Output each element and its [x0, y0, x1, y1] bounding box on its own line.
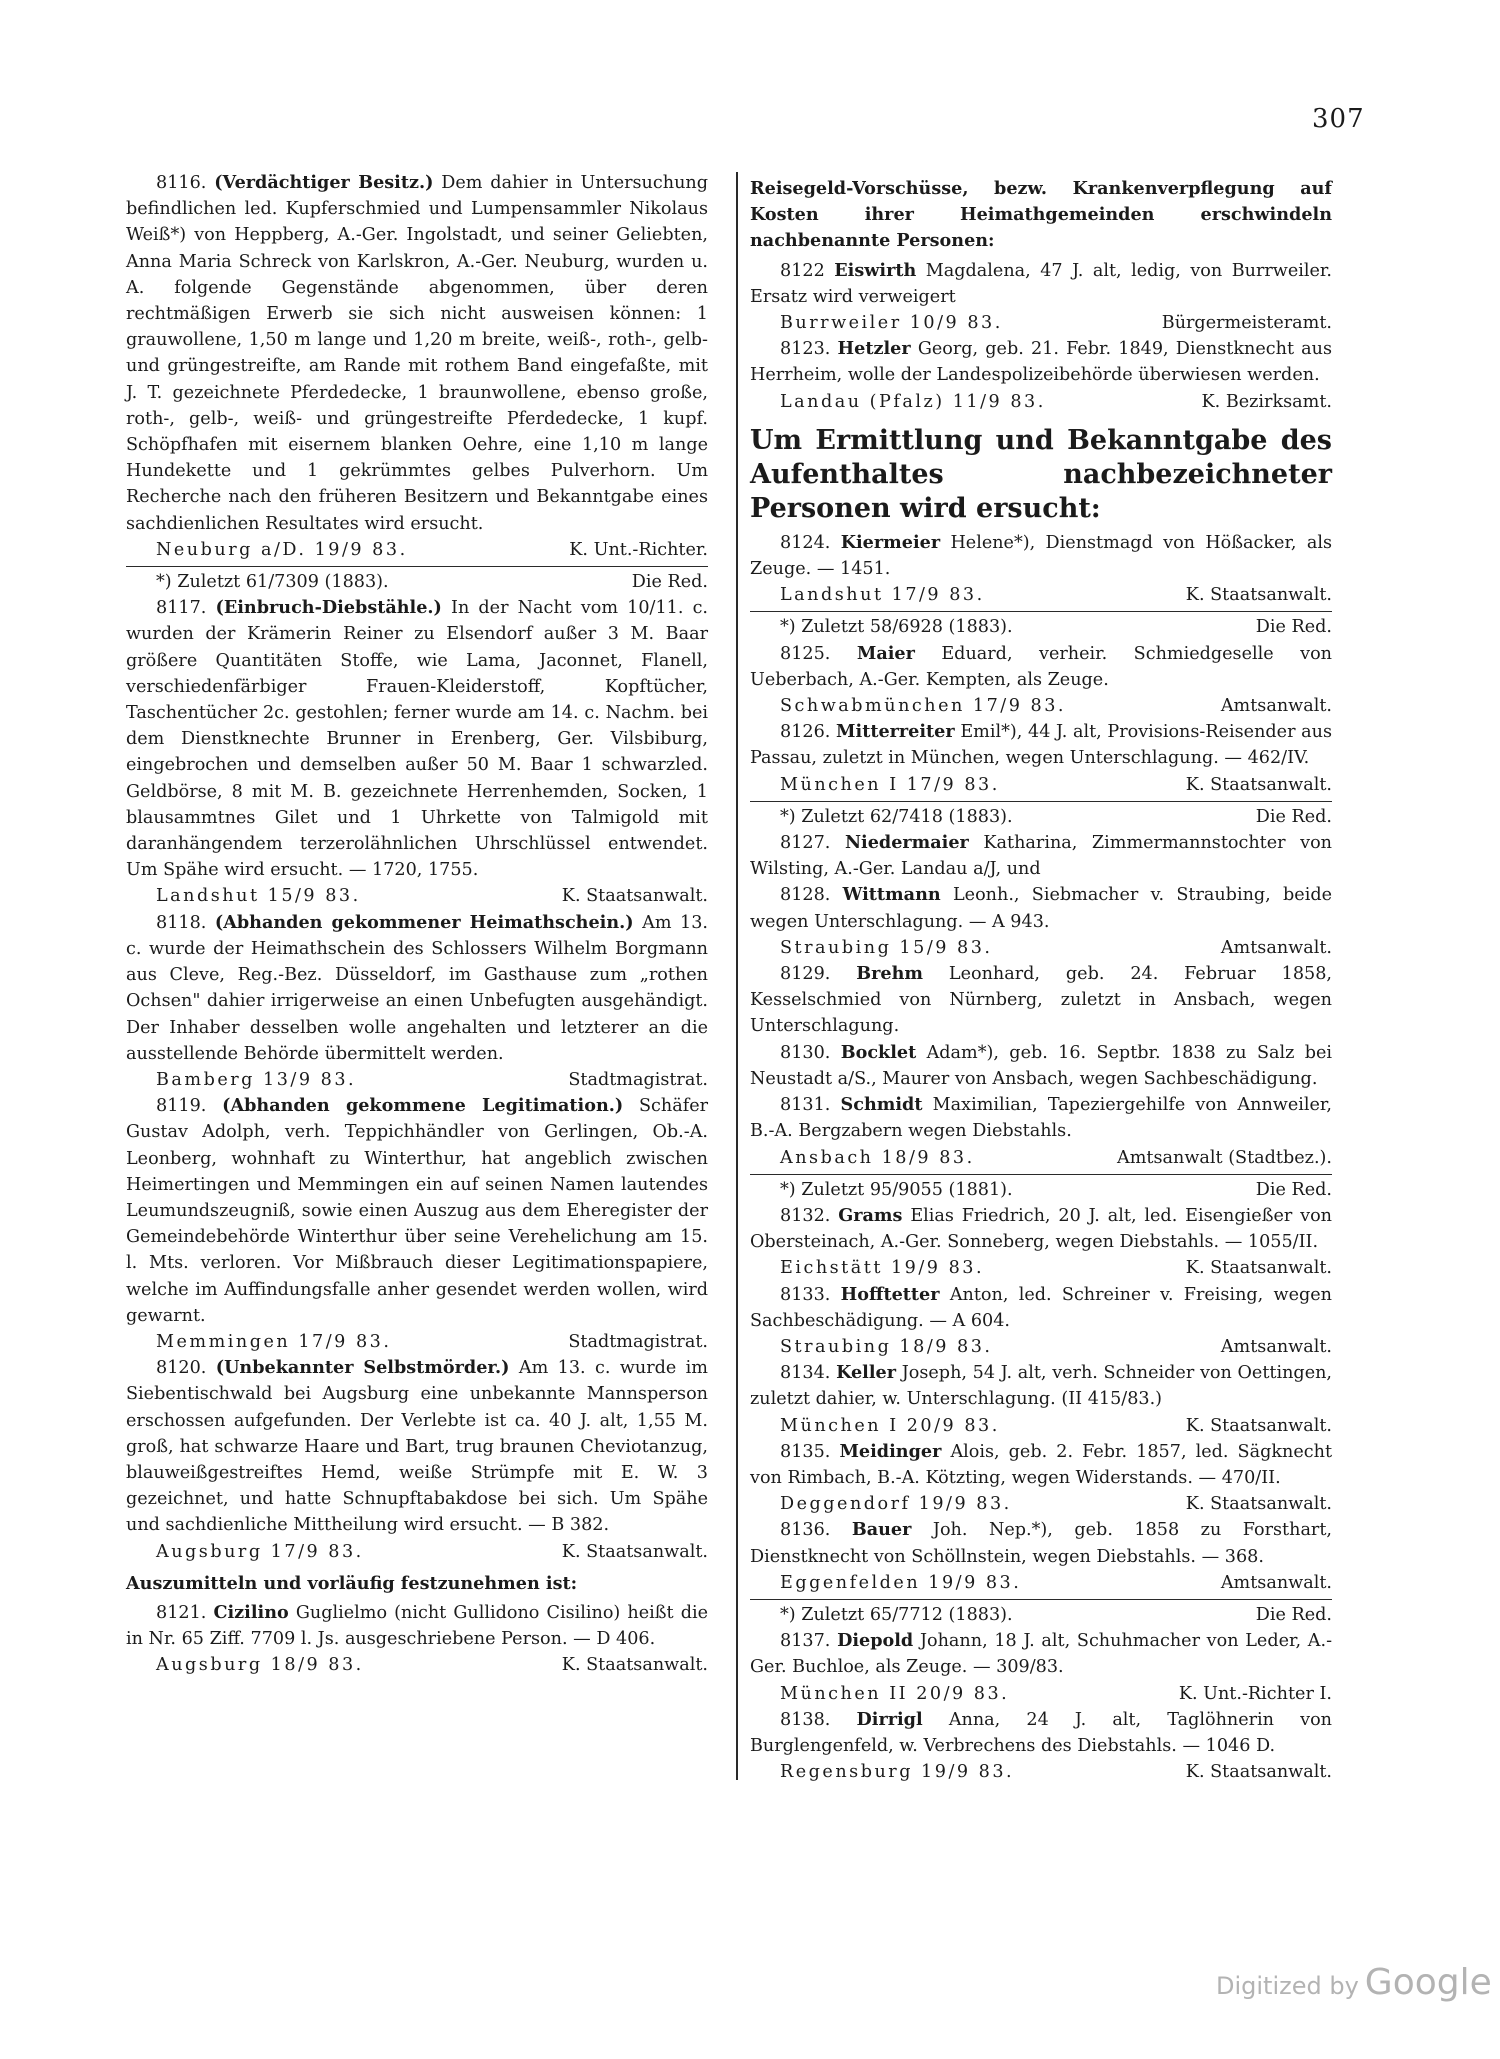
entry-heading: (Verdächtiger Besitz.)	[214, 172, 434, 193]
entry-text: Joh. Nep.*), geb. 1858 zu Forsthart, Dienstknecht von Schöllnstein, wegen Diebstahls. — 368.	[750, 1520, 1333, 1567]
entry-text: Emil*), 44 J. alt, Provisions-Reisender aus Passau, zuletzt in München, wegen Unterschlagung. — 462/IV.	[750, 722, 1332, 769]
signature-place: Memmingen 17/9 83.	[156, 1331, 392, 1352]
entry-text: Leonhard, geb. 24. Februar 1858, Kesselschmied von Nürnberg, zuletzt in Ansbach, wegen Unterschlagung.	[750, 964, 1332, 1037]
signature-office: K. Staatsanwalt.	[561, 1655, 708, 1676]
entry-number: 8117.	[156, 598, 207, 619]
entry-number: 8138.	[780, 1709, 831, 1730]
footnote-text: *) Zuletzt 58/6928 (1883).	[780, 617, 1013, 638]
entry-number: 8126.	[780, 722, 831, 743]
entry-text: Anton, led. Schreiner v. Freising, wegen Sachbeschädigung. — A 604.	[750, 1284, 1333, 1331]
entry-number: 8123.	[780, 339, 831, 360]
notice-entry	[750, 1282, 1332, 1334]
signature-line	[126, 1329, 708, 1355]
signature-place: München II 20/9 83.	[780, 1683, 1010, 1704]
entry-heading: (Abhanden gekommene Legitimation.)	[222, 1095, 624, 1117]
signature-office: K. Staatsanwalt.	[1185, 774, 1332, 795]
entry-heading: Diepold	[837, 1630, 914, 1652]
entry-number: 8134.	[780, 1363, 831, 1384]
signature-place: Ansbach 18/9 83.	[780, 1147, 975, 1168]
signature-place: Augsburg 18/9 83.	[156, 1655, 364, 1676]
signature-place: Landau (Pfalz) 11/9 83.	[780, 391, 1046, 412]
footnote-editor: Die Red.	[631, 572, 708, 593]
entry-number: 8137.	[780, 1631, 831, 1652]
entry-number: 8127.	[780, 833, 831, 854]
signature-place: Regensburg 19/9 83.	[780, 1762, 1015, 1783]
footnote-rule	[750, 801, 1332, 802]
notice-entry	[126, 170, 708, 537]
entry-heading: Maier	[856, 642, 915, 664]
footnote-text: *) Zuletzt 65/7712 (1883).	[780, 1604, 1013, 1625]
footnote	[750, 804, 1332, 830]
notice-entry	[750, 1707, 1332, 1759]
signature-place: München I 20/9 83.	[780, 1415, 1000, 1436]
entry-text: Leonh., Siebmacher v. Straubing, beide wegen Unterschlagung. — A 943.	[750, 885, 1333, 932]
entry-number: 8132.	[780, 1205, 831, 1226]
signature-office: Stadtmagistrat.	[568, 1069, 708, 1090]
notice-entry	[750, 1360, 1332, 1412]
signature-line	[126, 1652, 708, 1678]
entry-heading: (Abhanden gekommener Heimathschein.)	[214, 911, 634, 933]
notice-entry	[750, 336, 1332, 388]
watermark-brand: Google	[1364, 1962, 1492, 2003]
notice-entry	[750, 530, 1332, 582]
signature-line	[750, 1255, 1332, 1281]
signature-line	[750, 1413, 1332, 1439]
entry-text: Eduard, verheir. Schmiedgeselle von Ueberbach, A.-Ger. Kempten, als Zeuge.	[750, 643, 1332, 690]
entry-heading: Bauer	[851, 1519, 912, 1541]
entry-number: 8124.	[780, 532, 831, 553]
footnote	[750, 614, 1332, 640]
page-number: 307	[1312, 104, 1365, 134]
entry-heading: Niedermaier	[844, 832, 969, 854]
footnote-rule	[126, 566, 708, 567]
signature-office: K. Staatsanwalt.	[1185, 1415, 1332, 1436]
signature-line	[750, 1570, 1332, 1596]
entry-number: 8129.	[780, 964, 831, 985]
footnote	[750, 1602, 1332, 1628]
entry-heading: (Unbekannter Selbstmörder.)	[215, 1357, 510, 1379]
signature-place: Eichstätt 19/9 83.	[780, 1258, 985, 1279]
signature-office: Amtsanwalt (Stadtbez.).	[1117, 1147, 1332, 1168]
footnote-text: *) Zuletzt 62/7418 (1883).	[780, 806, 1013, 827]
entry-text: Am 13. c. wurde der Heimathschein des Schlossers Wilhelm Borgmann aus Cleve, Reg.-Bez. Düsseldorf, im Gasthause zum „rothen Ochsen" dahier irrigerweise an einen Unbefugten ausgehändigt. Der Inhaber desselben wolle angehalten und letzterer an die ausstellende Behörde übermittelt werden.	[126, 912, 708, 1064]
footnote-editor: Die Red.	[1255, 1179, 1332, 1200]
signature-place: Landshut 15/9 83.	[156, 886, 361, 907]
entry-heading: Cizilino	[213, 1601, 289, 1623]
entry-number: 8119.	[156, 1096, 207, 1117]
signature-office: Amtsanwalt.	[1220, 1572, 1332, 1593]
entry-number: 8118.	[156, 912, 207, 933]
notice-entry	[126, 1600, 708, 1652]
signature-line	[750, 1334, 1332, 1360]
signature-office: Amtsanwalt.	[1220, 1336, 1332, 1357]
footnote-editor: Die Red.	[1255, 806, 1332, 827]
signature-line	[750, 582, 1332, 608]
entry-heading: (Einbruch-Diebstähle.)	[215, 597, 442, 619]
signature-office: K. Staatsanwalt.	[1185, 1258, 1332, 1279]
entry-text: Anna, 24 J. alt, Taglöhnerin von Burglengenfeld, w. Verbrechens des Diebstahls. — 1046 D.	[750, 1709, 1333, 1756]
signature-place: Straubing 15/9 83.	[780, 937, 993, 958]
entry-text: Elias Friedrich, 20 J. alt, led. Eisengießer von Obersteinach, A.-Ger. Sonneberg, wegen Diebstahls. — 1055/II.	[750, 1205, 1332, 1253]
notice-entry	[750, 882, 1332, 934]
signature-line	[750, 1145, 1332, 1171]
entry-text: Am 13. c. wurde im Siebentischwald bei Augsburg eine unbekannte Mannsperson erschossen aufgefunden. Der Verlebte ist ca. 40 J. alt, 1,55 M. groß, hat schwarze Haare und Bart, trug braunen Cheviotanzug, blauweißgestreiftes Hemd, weiße Strümpfe mit E. W. 3 gezeichnet, und hatte Schnupftabakdose bei sich. Um Spähe und sachdienliche Mittheilung wird ersucht. — B 382.	[126, 1358, 708, 1536]
notice-entry	[750, 961, 1332, 1040]
signature-line	[750, 1759, 1332, 1785]
section-heading: Auszumitteln und vorläufig festzunehmen ist:	[126, 1572, 578, 1594]
notice-entry	[750, 719, 1332, 771]
signature-office: Bürgermeisteramt.	[1161, 313, 1332, 334]
notice-entry	[126, 910, 708, 1067]
entry-heading: Kiermeier	[840, 531, 941, 553]
entry-heading: Dirrigl	[856, 1708, 923, 1730]
signature-line	[750, 1681, 1332, 1707]
entry-text: Dem dahier in Untersuchung befindlichen led. Kupferschmied und Lumpensammler Nikolaus Weiß*) von Heppberg, A.-Ger. Ingolstadt, und seiner Geliebten, Anna Maria Schreck von Karlskron, A.-Ger. Neuburg, wurden u. A. folgende Gegenstände abgenommen, über deren rechtmäßigen Erwerb sie sich nicht ausweisen können: 1 grauwollene, 1,50 m lange und 1,20 m breite, weiß-, roth-, gelb- und grüngestreifte, am Rande mit rothem Band eingefaßte, mit J. T. gezeichnete Pferdedecke, 1 braunwollene, ebenso große, roth-, gelb-, weiß- und grüngestreifte Pferdedecke, 1 kupf. Schöpfhafen mit eisernem blanken Oehre, eine 1,10 m lange Hundekette und 1 gekrümmtes gelbes Pulverhorn. Um Recherche nach den früheren Besitzern und Bekanntgabe eines sachdienlichen Resultates wird ersucht.	[126, 173, 708, 534]
entry-text: Magdalena, 47 J. alt, ledig, von Burrweiler. Ersatz wird verweigert	[750, 260, 1333, 307]
notice-entry	[750, 830, 1332, 882]
signature-place: Straubing 18/9 83.	[780, 1336, 993, 1357]
left-column	[126, 170, 708, 1679]
signature-line	[126, 1539, 708, 1565]
entry-heading: Brehm	[856, 963, 924, 985]
section-heading-large: Um Ermittlung und Bekanntgabe des Aufenthaltes nachbezeichneter Personen wird ersucht:	[750, 424, 1332, 524]
signature-line	[750, 693, 1332, 719]
column-divider	[736, 172, 738, 1780]
right-column	[750, 170, 1332, 1785]
entry-number: 8128.	[780, 885, 831, 906]
entry-number: 8120.	[156, 1358, 207, 1379]
signature-office: K. Staatsanwalt.	[1185, 1494, 1332, 1515]
signature-line	[126, 883, 708, 909]
entry-text: Katharina, Zimmermannstochter von Wilsting, A.-Ger. Landau a/J, und	[750, 833, 1332, 880]
entry-heading: Hetzler	[837, 338, 911, 360]
signature-office: Stadtmagistrat.	[568, 1331, 708, 1352]
entry-number: 8135.	[780, 1441, 831, 1462]
entry-text: Schäfer Gustav Adolph, verh. Teppichhändler von Gerlingen, Ob.-A. Leonberg, wohnhaft zu Winterthur, hat angeblich zwischen Heimertingen und Memmingen ein auf seinen Namen lautendes Leumundszeugniß, sowie einen Auszug aus dem Eheregister der Gemeindebehörde Winterthur über seine Verehelichung am 15. l. Mts. verloren. Vor Mißbrauch dieser Legitimationspapiere, welche im Auffindungsfalle anher gesendet werden wollen, wird gewarnt.	[126, 1096, 709, 1326]
footnote-rule	[750, 611, 1332, 612]
entry-heading: Mitterreiter	[836, 721, 955, 743]
footnote	[750, 1177, 1332, 1203]
entry-text: Guglielmo (nicht Gullidono Cisilino) heißt die in Nr. 65 Ziff. 7709 l. Js. ausgeschriebene Person. — D 406.	[126, 1602, 708, 1650]
signature-place: Schwabmünchen 17/9 83.	[780, 696, 1066, 717]
entry-text: Georg, geb. 21. Febr. 1849, Dienstknecht aus Herrheim, wolle der Landespolizeibehörde überwiesen werden.	[750, 339, 1333, 386]
signature-place: Eggenfelden 19/9 83.	[780, 1572, 1022, 1593]
entry-number: 8136.	[780, 1520, 831, 1541]
entry-number: 8133.	[780, 1284, 831, 1305]
notice-entry	[126, 1355, 708, 1538]
watermark-prefix: Digitized by	[1216, 1972, 1359, 2000]
footnote-text: *) Zuletzt 95/9055 (1881).	[780, 1179, 1013, 1200]
signature-place: Landshut 17/9 83.	[780, 585, 985, 606]
footnote	[126, 569, 708, 595]
signature-line	[126, 1067, 708, 1093]
entry-text: Alois, geb. 2. Febr. 1857, led. Sägknecht von Rimbach, B.-A. Kötzting, wegen Widerstands. — 470/II.	[750, 1441, 1333, 1488]
entry-text: In der Nacht vom 10/11. c. wurden der Krämerin Reiner zu Elsendorf außer 3 M. Baar größere Quantitäten Stoffe, wie Lama, Jaconnet, Flanell, verschiedenfärbiger Frauen-Kleiderstoff, Kopftücher, Taschentücher 2c. gestohlen; ferner wurde am 14. c. Nachm. bei dem Dienstknechte Brunner in Erenberg, Ger. Vilsbiburg, eingebrochen und demselben außer 50 M. Baar 1 schwarzled. Geldbörse, 8 mit M. B. gezeichnete Herrenhemden, Socken, 1 blausammtnes Gilet und 1 Uhrkette von Talmigold mit daranhängendem terzerolähnlichen Uhrschlüssel entwendet. Um Spähe wird ersucht. — 1720, 1755.	[126, 598, 709, 881]
footnote-editor: Die Red.	[1255, 1604, 1332, 1625]
signature-line	[750, 389, 1332, 415]
notice-entry	[750, 1439, 1332, 1491]
entry-text: Maximilian, Tapeziergehilfe von Annweiler, B.-A. Bergzabern wegen Diebstahls.	[750, 1095, 1332, 1142]
signature-line	[750, 310, 1332, 336]
signature-place: Burrweiler 10/9 83.	[780, 313, 1003, 334]
entry-heading: Grams	[838, 1204, 903, 1226]
notice-entry	[750, 258, 1332, 310]
signature-line	[750, 772, 1332, 798]
notice-entry	[750, 1040, 1332, 1092]
notice-entry	[126, 595, 708, 883]
notice-entry	[750, 1628, 1332, 1680]
entry-text: Adam*), geb. 16. Septbr. 1838 zu Salz bei Neustadt a/S., Maurer von Ansbach, wegen Sachbeschädigung.	[750, 1042, 1333, 1089]
signature-office: K. Bezirksamt.	[1201, 391, 1332, 412]
entry-heading: Meidinger	[839, 1440, 942, 1462]
entry-number: 8130.	[780, 1042, 831, 1063]
notice-entry	[750, 1203, 1332, 1255]
signature-line	[126, 537, 708, 563]
footnote-text: *) Zuletzt 61/7309 (1883).	[156, 572, 389, 593]
signature-line	[750, 935, 1332, 961]
notice-entry	[750, 1517, 1332, 1569]
entry-text: Joseph, 54 J. alt, verh. Schneider von Oettingen, zuletzt dahier, w. Unterschlagung. (II 415/83.)	[750, 1363, 1333, 1410]
entry-number: 8125.	[780, 643, 831, 664]
signature-office: K. Unt.-Richter.	[569, 539, 708, 560]
signature-office: Amtsanwalt.	[1220, 696, 1332, 717]
entry-text: Helene*), Dienstmagd von Hößacker, als Zeuge. — 1451.	[750, 532, 1332, 580]
signature-office: Amtsanwalt.	[1220, 937, 1332, 958]
entry-heading: Keller	[836, 1362, 897, 1384]
signature-office: K. Staatsanwalt.	[1185, 585, 1332, 606]
entry-heading: Hofftetter	[840, 1283, 940, 1305]
signature-office: K. Staatsanwalt.	[561, 1541, 708, 1562]
entry-number: 8116.	[156, 173, 207, 193]
footnote-rule	[750, 1599, 1332, 1600]
entry-heading: Wittmann	[842, 884, 941, 906]
signature-place: Neuburg a/D. 19/9 83.	[156, 539, 408, 560]
signature-office: K. Unt.-Richter I.	[1178, 1683, 1332, 1704]
entry-text: Johann, 18 J. alt, Schuhmacher von Leder, A.-Ger. Buchloe, als Zeuge. — 309/83.	[750, 1631, 1333, 1678]
signature-office: K. Staatsanwalt.	[561, 886, 708, 907]
signature-office: K. Staatsanwalt.	[1185, 1762, 1332, 1783]
signature-place: Bamberg 13/9 83.	[156, 1069, 357, 1090]
footnote-editor: Die Red.	[1255, 617, 1332, 638]
entry-heading: Bocklet	[840, 1041, 917, 1063]
signature-place: Deggendorf 19/9 83.	[780, 1494, 1012, 1515]
signature-place: München I 17/9 83.	[780, 774, 1000, 795]
notice-entry	[126, 1093, 708, 1329]
signature-place: Augsburg 17/9 83.	[156, 1541, 364, 1562]
entry-heading: Schmidt	[840, 1094, 923, 1116]
entry-number: 8122	[780, 260, 825, 281]
signature-line	[750, 1491, 1332, 1517]
notice-entry	[750, 1092, 1332, 1144]
google-watermark	[1216, 1962, 1492, 2003]
entry-number: 8121.	[156, 1602, 207, 1623]
section-heading: Reisegeld-Vorschüsse, bezw. Krankenverpflegung auf Kosten ihrer Heimathgemeinden erschwindeln nachbenannte Personen:	[750, 178, 1332, 252]
entry-heading: Eiswirth	[834, 259, 917, 281]
notice-entry	[750, 641, 1332, 693]
footnote-rule	[750, 1174, 1332, 1175]
entry-number: 8131.	[780, 1095, 831, 1116]
